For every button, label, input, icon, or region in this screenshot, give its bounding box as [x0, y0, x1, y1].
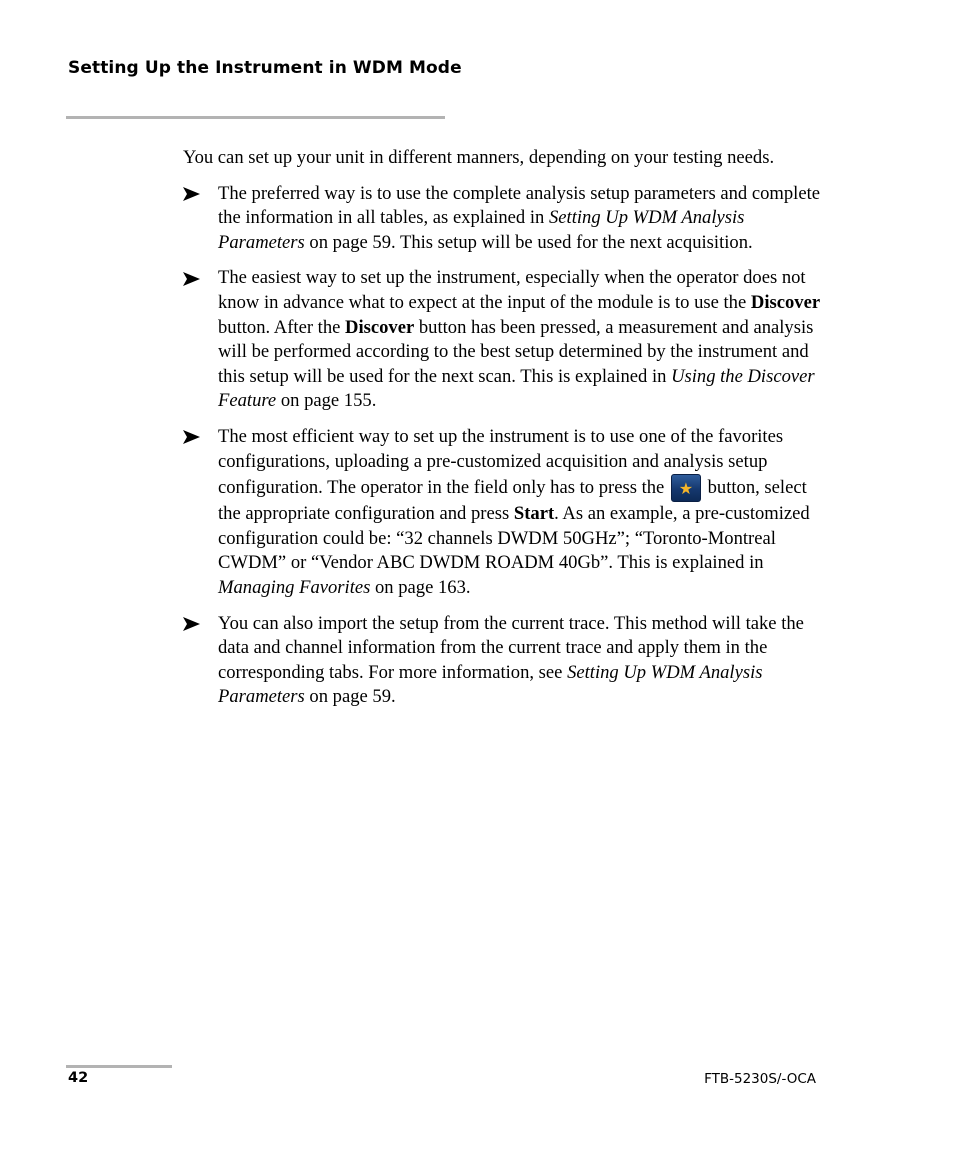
bullet-text: on page 59. This setup will be used for the next acquisition.: [304, 231, 753, 253]
cross-reference-link[interactable]: Managing Favorites: [218, 576, 371, 598]
bullet-item-discover: [183, 266, 823, 414]
arrowhead-bullet-icon: [183, 425, 200, 450]
page-number: 42: [68, 1070, 89, 1086]
ui-term-start: Start: [513, 503, 555, 525]
bullet-text: on page 155.: [276, 390, 377, 412]
bullet-text: . As an example, a pre-customized configuration could be: “32 channels DWDM 50GHz”; “Toronto-Montreal CWDM” or “Vendor ABC DWDM ROADM 40Gb”. This is explained in: [218, 503, 810, 574]
bullet-text: The most efficient way to set up the instrument is to use one of the favorites configurations, uploading a pre-customized acquisition and analysis setup configuration. The operator in the field only has to press the: [218, 425, 784, 499]
bullet-text: button has been pressed, a measurement and analysis will be performed according to the best setup determined by the instrument and this setup will be used for the next scan. This is explained in: [218, 316, 814, 387]
bullet-text: on page 163.: [370, 576, 471, 598]
favorites-button-icon: [671, 474, 701, 502]
favorites-star-icon: ★: [678, 479, 694, 499]
section-title: Setting Up the Instrument in WDM Mode: [68, 58, 462, 78]
bullet-text: The easiest way to set up the instrument, especially when the operator does not know in advance what to expect at the input of the module is to use the: [218, 267, 806, 313]
bullet-text: button, select the appropriate configuration and press: [218, 477, 807, 525]
bullet-item-import-trace: [183, 612, 823, 710]
arrowhead-bullet-icon: [183, 612, 200, 637]
bullet-text: on page 59.: [304, 686, 396, 708]
ui-term-discover: Discover: [750, 291, 821, 313]
ui-term-discover: Discover: [345, 316, 415, 338]
cross-reference-link[interactable]: Setting Up WDM Analysis Parameters: [218, 661, 763, 708]
bullet-text: You can also import the setup from the current trace. This method will take the data and channel information from the current trace and apply them in the corresponding tabs. For more information, see: [218, 612, 804, 683]
header-divider: [66, 116, 445, 119]
intro-paragraph: You can set up your unit in different manners, depending on your testing needs.: [183, 147, 775, 168]
bullet-text: button. After the: [218, 316, 346, 338]
bullet-text: The preferred way is to use the complete analysis setup parameters and complete the information in all tables, as explained in: [218, 182, 820, 229]
bullet-item-analysis-setup: [183, 182, 823, 256]
arrowhead-bullet-icon: [183, 182, 200, 207]
arrowhead-bullet-icon: [183, 266, 200, 291]
cross-reference-link[interactable]: Setting Up WDM Analysis Parameters: [218, 207, 745, 253]
footer-divider: [66, 1065, 172, 1068]
cross-reference-link[interactable]: Using the Discover Feature: [218, 365, 815, 412]
document-id: FTB-5230S/-OCA: [704, 1071, 816, 1087]
bullet-item-favorites: [183, 425, 823, 601]
main-content: [183, 146, 823, 721]
